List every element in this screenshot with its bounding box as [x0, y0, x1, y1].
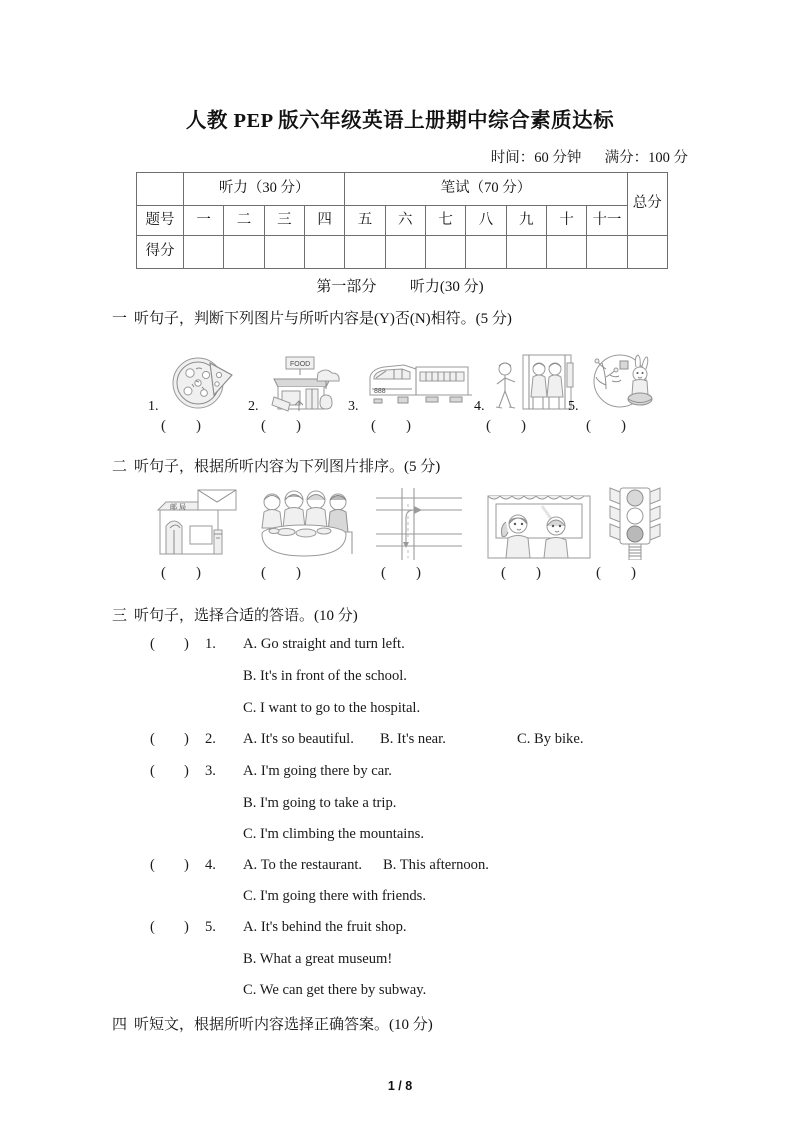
question-number-3: 三 [264, 206, 304, 236]
answer-bracket-4[interactable]: ( ) [486, 418, 526, 434]
question-number-8: 八 [466, 206, 506, 236]
order-bracket-5[interactable]: ( ) [596, 565, 636, 581]
answer-bracket-1[interactable]: ( ) [161, 418, 201, 434]
picture-index-2: 2. [248, 399, 259, 414]
section-text-2: 听句子，根据所听内容为下列图片排序。(5 分) [134, 459, 441, 475]
section-text-3: 听句子，选择合适的答语。(10 分) [134, 608, 358, 624]
q3-number-5: 5. [205, 919, 216, 935]
page-title: 人教 PEP 版六年级英语上册期中综合素质达标 [185, 110, 615, 132]
q3-bracket-4[interactable]: ( ) [150, 857, 189, 873]
score-cell-8[interactable] [466, 236, 506, 269]
picture-index-5: 5. [568, 399, 579, 414]
answer-bracket-5[interactable]: ( ) [586, 418, 626, 434]
order-bracket-3[interactable]: ( ) [381, 565, 421, 581]
family-dinner-illustration [254, 488, 358, 560]
traffic-light-illustration [604, 486, 666, 560]
group-written-cell: 笔试（70 分） [345, 173, 627, 206]
section-text-4: 听短文，根据所听内容选择正确答案。(10 分) [134, 1017, 433, 1033]
q3-5-option-a[interactable]: A. It's behind the fruit shop. [243, 919, 407, 935]
picture-index-3: 3. [348, 399, 359, 414]
question-number-6: 六 [385, 206, 425, 236]
score-cell-9[interactable] [506, 236, 546, 269]
full-score-label: 满分：100 分 [604, 150, 688, 166]
answer-bracket-3[interactable]: ( ) [371, 418, 411, 434]
question-number-1: 一 [184, 206, 224, 236]
score-cell-6[interactable] [385, 236, 425, 269]
question-number-4: 四 [304, 206, 344, 236]
score-table [136, 172, 668, 269]
group-listening-cell: 听力（30 分） [184, 173, 345, 206]
question-number-10: 十 [546, 206, 586, 236]
crossroads-map-illustration [376, 488, 462, 560]
svg-text:888: 888 [374, 388, 386, 395]
section-heading-4 [112, 1013, 433, 1034]
moon-rabbit-illustration [586, 351, 660, 413]
score-cell-11[interactable] [587, 236, 627, 269]
q3-3-option-c[interactable]: C. I'm climbing the mountains. [243, 826, 424, 842]
q3-number-4: 4. [205, 857, 216, 873]
score-cell-7[interactable] [425, 236, 465, 269]
q3-4-option-c[interactable]: C. I'm going there with friends. [243, 888, 426, 904]
score-cell-4[interactable] [304, 236, 344, 269]
q3-4-option-a[interactable]: A. To the restaurant. [243, 857, 363, 873]
q3-5-option-b[interactable]: B. What a great museum! [243, 951, 393, 967]
food-shop-illustration [266, 351, 346, 413]
q3-bracket-2[interactable]: ( ) [150, 731, 189, 747]
q3-bracket-1[interactable]: ( ) [150, 636, 189, 652]
question-number-9: 九 [506, 206, 546, 236]
section-number-4: 四 [112, 1017, 128, 1033]
order-bracket-1[interactable]: ( ) [161, 565, 201, 581]
question-number-11: 十一 [587, 206, 627, 236]
q3-4-option-b[interactable]: B. This afternoon. [383, 857, 489, 873]
q3-number-1: 1. [205, 636, 216, 652]
section-number-3: 三 [112, 608, 128, 624]
q3-bracket-5[interactable]: ( ) [150, 919, 189, 935]
row-label-question-number: 题号 [137, 206, 184, 236]
part-one-label: 第一部分 [316, 279, 377, 295]
score-cell-total[interactable] [627, 236, 667, 269]
q3-2-option-a[interactable]: A. It's so beautiful. [243, 731, 354, 747]
q3-1-option-b[interactable]: B. It's in front of the school. [243, 668, 407, 684]
q3-2-option-b[interactable]: B. It's near. [380, 731, 446, 747]
score-cell-5[interactable] [345, 236, 385, 269]
total-score-header: 总分 [627, 173, 667, 236]
q3-bracket-3[interactable]: ( ) [150, 763, 189, 779]
table-row-question-numbers [137, 206, 668, 236]
row-label-score: 得分 [137, 236, 184, 269]
order-bracket-2[interactable]: ( ) [261, 565, 301, 581]
question-one-answer-brackets [136, 418, 676, 438]
people-at-door-illustration [491, 351, 579, 413]
section-text-1: 听句子，判断下列图片与所听内容是(Y)否(N)相符。(5 分) [134, 311, 512, 327]
q3-number-2: 2. [205, 731, 216, 747]
section-heading-1 [112, 307, 512, 328]
score-cell-2[interactable] [224, 236, 264, 269]
time-label: 时间：60 分钟 [490, 150, 582, 166]
question-number-7: 七 [425, 206, 465, 236]
question-number-5: 五 [345, 206, 385, 236]
empty-corner-cell [137, 173, 184, 206]
section-number-1: 一 [112, 311, 128, 327]
pizza-illustration [166, 351, 238, 413]
q3-1-option-a[interactable]: A. Go straight and turn left. [243, 636, 405, 652]
q3-number-3: 3. [205, 763, 216, 779]
section-heading-3 [112, 604, 358, 625]
score-cell-10[interactable] [546, 236, 586, 269]
question-number-2: 二 [224, 206, 264, 236]
question-one-picture-row [136, 337, 676, 417]
q3-3-option-a[interactable]: A. I'm going there by car. [243, 763, 392, 779]
table-row-groups [137, 173, 668, 206]
score-cell-3[interactable] [264, 236, 304, 269]
part-one-name: 听力(30 分) [409, 279, 484, 295]
question-two-picture-row [136, 485, 676, 560]
q3-2-option-c[interactable]: C. By bike. [517, 731, 584, 747]
q3-1-option-c[interactable]: C. I want to go to the hospital. [243, 700, 421, 716]
page-number-footer: 1 / 8 [387, 1079, 413, 1093]
post-office-illustration [152, 488, 242, 560]
picture-index-1: 1. [148, 399, 159, 414]
order-bracket-4[interactable]: ( ) [501, 565, 541, 581]
picture-index-4: 4. [474, 399, 485, 414]
q3-3-option-b[interactable]: B. I'm going to take a trip. [243, 795, 397, 811]
exam-meta [0, 146, 800, 167]
part-one-heading [0, 275, 800, 296]
children-at-window-illustration [486, 488, 592, 560]
table-row-scores [137, 236, 668, 269]
q3-5-option-c[interactable]: C. We can get there by subway. [243, 982, 427, 998]
section-number-2: 二 [112, 459, 128, 475]
food-sign-text: FOOD [290, 361, 311, 368]
section-heading-2 [112, 455, 440, 476]
post-office-sign-text: 邮 局 [170, 504, 186, 511]
answer-bracket-2[interactable]: ( ) [261, 418, 301, 434]
question-two-answer-brackets [136, 565, 676, 585]
train-illustration [364, 359, 476, 407]
score-cell-1[interactable] [184, 236, 224, 269]
